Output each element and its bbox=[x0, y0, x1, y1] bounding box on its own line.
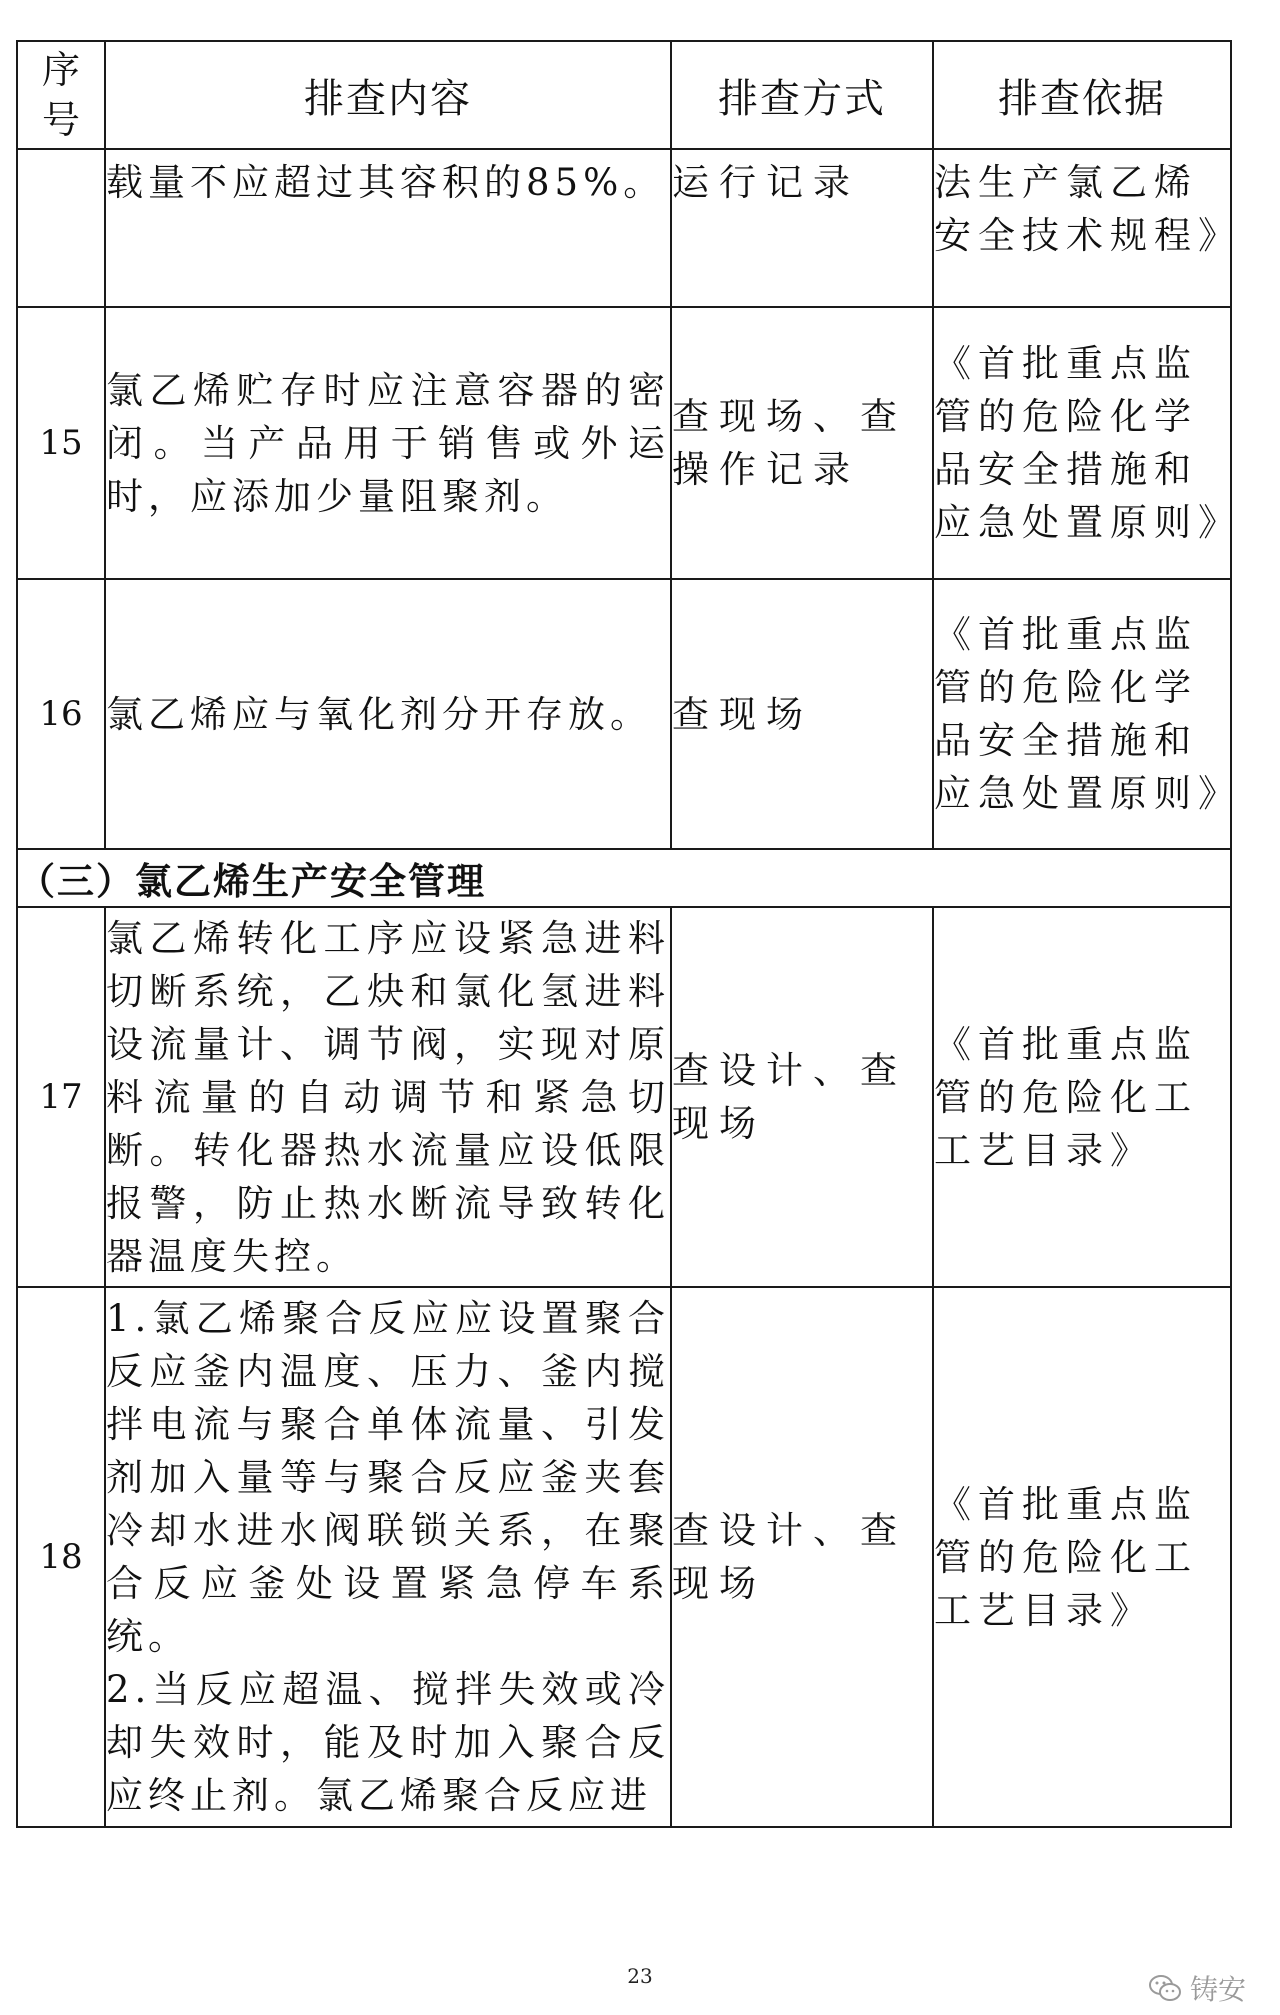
header-seq: 序号 bbox=[17, 41, 105, 149]
row-method: 查设计、查现场 bbox=[671, 907, 933, 1287]
row-seq: 17 bbox=[17, 907, 105, 1287]
row-basis: 《首批重点监管的危险化工工艺目录》 bbox=[933, 907, 1231, 1287]
row-content-paragraph-2: 2.当反应超温、搅拌失效或冷却失效时，能及时加入聚合反应终止剂。氯乙烯聚合反应进 bbox=[106, 1668, 670, 1817]
row-basis: 《首批重点监管的危险化学品安全措施和应急处置原则》 bbox=[933, 307, 1231, 579]
watermark bbox=[1148, 1968, 1246, 2008]
row-content-paragraph-1: 1.氯乙烯聚合反应应设置聚合反应釜内温度、压力、釜内搅拌电流与聚合单体流量、引发剂加入量等与聚合反应釜夹套冷却水进水阀联锁关系，在聚合反应釜处设置紧急停车系统。 bbox=[106, 1297, 670, 1658]
row-basis: 法生产氯乙烯安全技术规程》 bbox=[933, 149, 1231, 307]
row-content: 氯乙烯应与氧化剂分开存放。 bbox=[105, 579, 671, 849]
row-content bbox=[105, 1287, 671, 1827]
table-row bbox=[17, 149, 1231, 307]
row-seq: 15 bbox=[17, 307, 105, 579]
section-title: （三）氯乙烯生产安全管理 bbox=[17, 849, 1231, 907]
header-method: 排查方式 bbox=[671, 41, 933, 149]
row-method: 运行记录 bbox=[671, 149, 933, 307]
page-number: 23 bbox=[627, 1964, 653, 1988]
header-basis: 排查依据 bbox=[933, 41, 1231, 149]
row-method: 查现场、查操作记录 bbox=[671, 307, 933, 579]
row-seq: 18 bbox=[17, 1287, 105, 1827]
row-seq bbox=[17, 149, 105, 307]
row-method: 查设计、查现场 bbox=[671, 1287, 933, 1827]
row-basis: 《首批重点监管的危险化学品安全措施和应急处置原则》 bbox=[933, 579, 1231, 849]
row-seq: 16 bbox=[17, 579, 105, 849]
table-row bbox=[17, 907, 1231, 1287]
header-content: 排查内容 bbox=[105, 41, 671, 149]
table-row bbox=[17, 579, 1231, 849]
section-row bbox=[17, 849, 1231, 907]
table-row bbox=[17, 1287, 1231, 1827]
row-content: 氯乙烯贮存时应注意容器的密闭。当产品用于销售或外运时，应添加少量阻聚剂。 bbox=[105, 307, 671, 579]
inspection-table-page bbox=[16, 40, 1242, 1828]
table-header-row bbox=[17, 41, 1231, 149]
row-method: 查现场 bbox=[671, 579, 933, 849]
row-basis: 《首批重点监管的危险化工工艺目录》 bbox=[933, 1287, 1231, 1827]
inspection-table bbox=[16, 40, 1242, 1828]
watermark-text: 铸安 bbox=[1189, 1973, 1246, 2006]
row-content: 氯乙烯转化工序应设紧急进料切断系统，乙炔和氯化氢进料设流量计、调节阀，实现对原料流量的自动调节和紧急切断。转化器热水流量应设低限报警，防止热水断流导致转化器温度失控。 bbox=[105, 907, 671, 1287]
table-row bbox=[17, 307, 1231, 579]
row-content: 载量不应超过其容积的85%。 bbox=[105, 149, 671, 307]
wechat-icon bbox=[1148, 1973, 1182, 2003]
